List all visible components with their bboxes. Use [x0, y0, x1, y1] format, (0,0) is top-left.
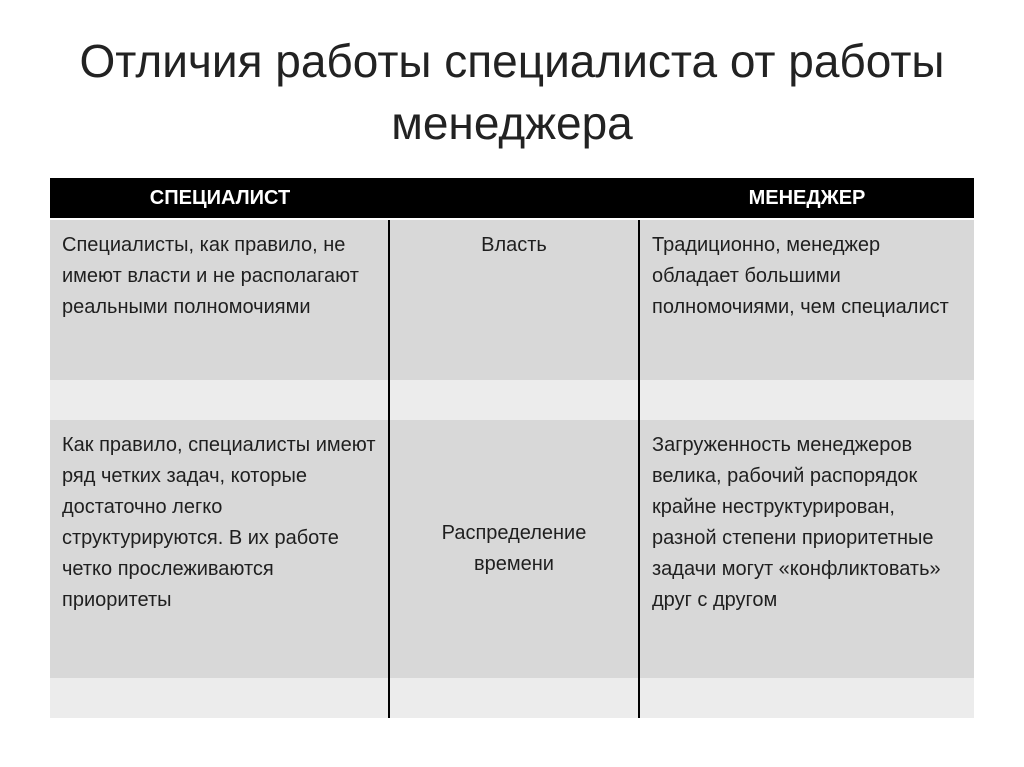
- header-criterion: [390, 178, 640, 218]
- header-specialist: СПЕЦИАЛИСТ: [149, 186, 291, 209]
- criterion-cell: Распределение времени: [390, 420, 640, 678]
- manager-cell: Загруженность менеджеров велика, рабочий распорядок крайне неструктурирован, разной степени приоритетные задачи могут «конфликтовать» друг с другом: [640, 420, 974, 678]
- manager-cell: Традиционно, менеджер обладает большими полномочиями, чем специалист: [640, 220, 974, 380]
- table-row: [50, 220, 974, 380]
- specialist-cell: Как правило, специалисты имеют ряд четких задач, которые достаточно легко структурируются. В их работе четко прослеживаются приоритеты: [50, 420, 390, 678]
- header-manager: МЕНЕДЖЕР: [748, 186, 866, 209]
- table-spacer-row: [50, 380, 974, 420]
- slide-title: Отличия работы специалиста от работы менеджера: [79, 35, 945, 149]
- criterion-cell: Власть: [390, 220, 640, 380]
- specialist-cell: Специалисты, как правило, не имеют власти и не располагают реальными полномочиями: [50, 220, 390, 380]
- table-spacer-row: [50, 678, 974, 718]
- table-row: [50, 420, 974, 678]
- table-header: [50, 178, 974, 218]
- comparison-table: [50, 178, 974, 718]
